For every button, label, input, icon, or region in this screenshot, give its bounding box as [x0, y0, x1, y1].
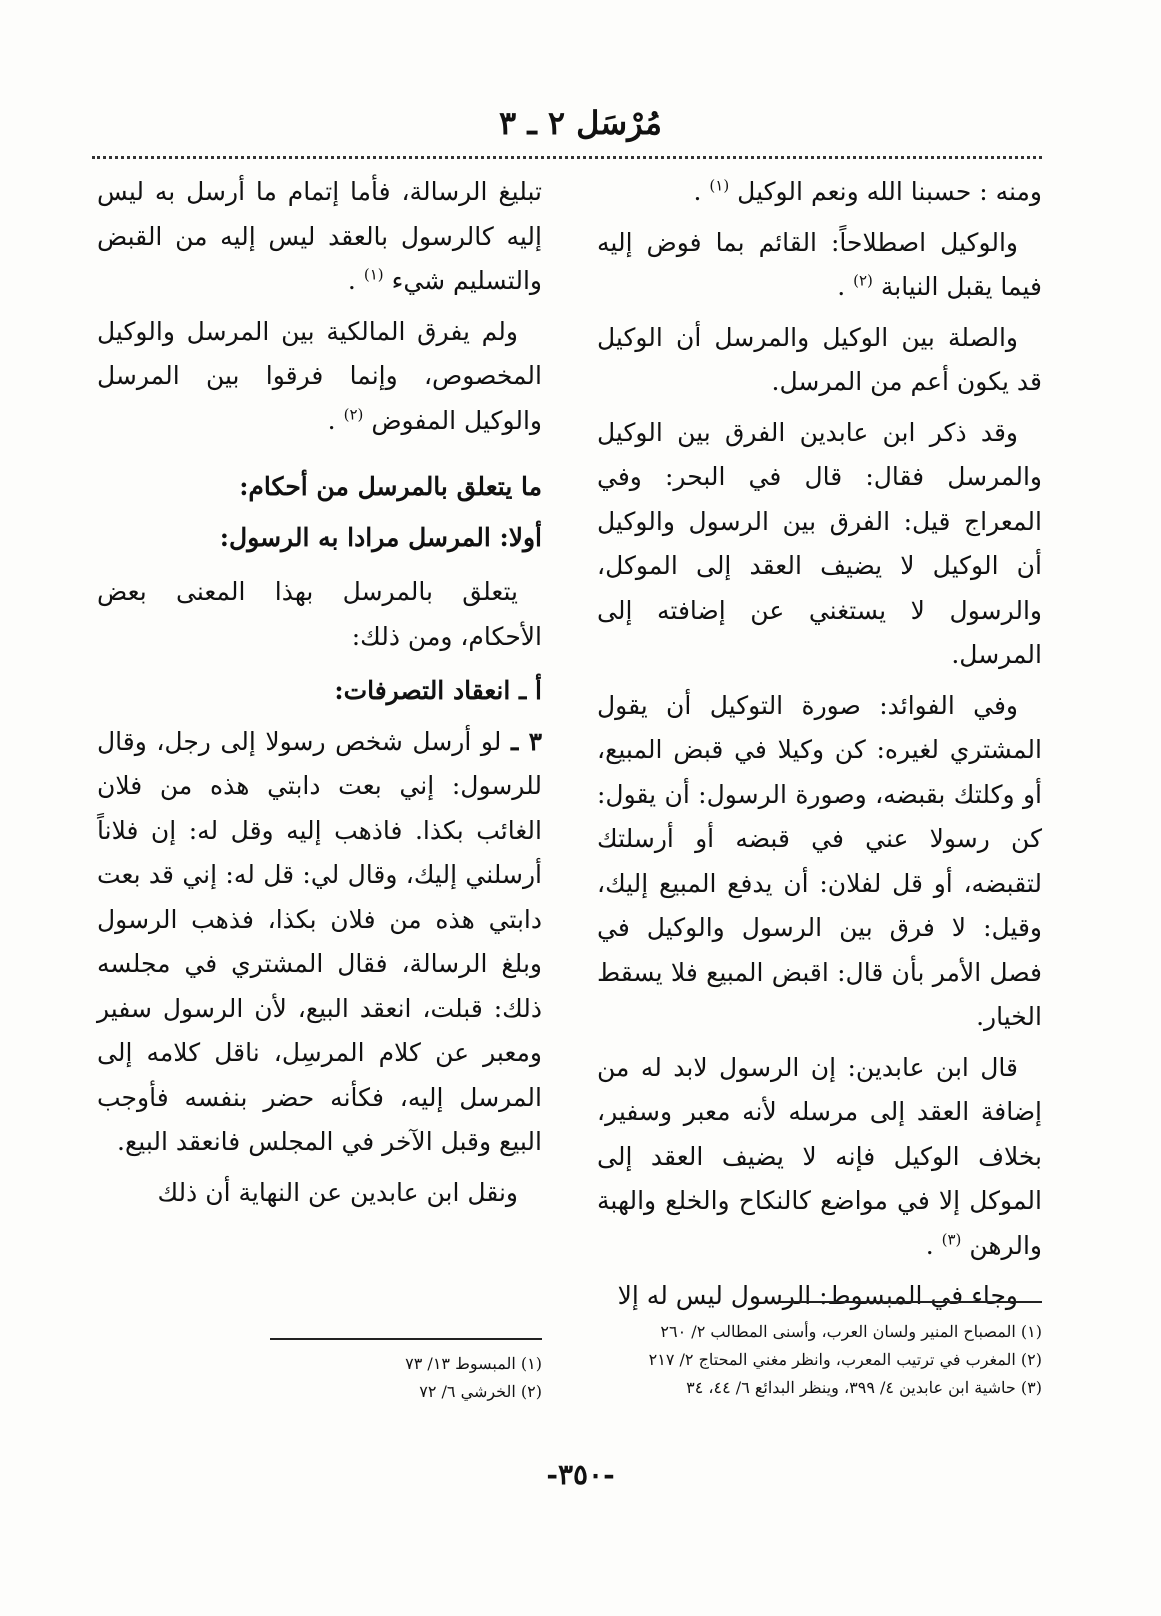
footnote: (١) المبسوط ١٣/ ٧٣	[405, 1354, 542, 1373]
page-number: -٣٥٠-	[546, 1458, 615, 1491]
paragraph: تبليغ الرسالة، فأما إتمام ما أرسل به ليس إليه كالرسول بالعقد ليس إليه من القبض والتسليم شيء $^{(١)}$ .	[97, 177, 542, 295]
paragraph: ٣ ـ لو أرسل شخص رسولا إلى رجل، وقال للرسول: إني بعت دابتي هذه من فلان الغائب بكذا. فاذهب إليه وقل له: إن فلاناً أرسلني إليك، وقال لي: قل له: إني قد بعت دابتي هذه من فلان بكذا، فذهب الرسول وبلغ الرسالة، فقال المشتري في مجلسه ذلك: قبلت، انعقد البيع، لأن الرسول سفير ومعبر عن كلام المرسِل، ناقل كلامه إلى المرسل إليه، فكأنه حضر بنفسه فأوجب البيع وقبل الآخر في المجلس فانعقد البيع.	[97, 726, 543, 1156]
paragraph: يتعلق بالمرسل بهذا المعنى بعض الأحكام، ومن ذلك:	[97, 577, 542, 651]
paragraph: ومنه : حسبنا الله ونعم الوكيل $^{(١)}$ .	[693, 176, 1042, 206]
footnote: (٣) حاشية ابن عابدين ٤/ ٣٩٩، وينظر البدائع ٦/ ٤٤، ٣٤	[686, 1378, 1042, 1397]
paragraph: والوكيل اصطلاحاً: القائم بما فوض إليه فيما يقبل النيابة $^{(٢)}$ .	[597, 227, 1042, 301]
footnote-ref: (١)	[363, 265, 384, 284]
footnote-divider	[270, 1338, 542, 1340]
subsection-heading: أ ـ انعقاد التصرفات:	[334, 676, 542, 705]
footnote: (٢) المغرب في ترتيب المعرب، وانظر مغني المحتاج ٢/ ٢١٧	[648, 1350, 1042, 1369]
header-divider	[92, 156, 1042, 159]
footnotes-left	[290, 1350, 542, 1406]
paragraph: ونقل ابن عابدين عن النهاية أن ذلك	[157, 1177, 518, 1207]
footnote-ref: (٢)	[853, 271, 873, 290]
paragraph: ولم يفرق المالكية بين المرسل والوكيل المخصوص، وإنما فرقوا بين المرسل والوكيل المفوض $^{(٢)}$ .	[97, 316, 542, 435]
footnotes-right	[597, 1318, 1042, 1402]
paragraph: وجاء في المبسوط: الرسول ليس له إلا	[617, 1281, 1018, 1310]
footnote-divider	[780, 1301, 1042, 1303]
footnote-ref: (١)	[709, 176, 730, 195]
paragraph: قال ابن عابدين: إن الرسول لابد له من إضافة العقد إلى مرسله لأنه معبر وسفير، بخلاف الوكيل فإنه لا يضيف العقد إلى الموكل إلا في مواضع كالنكاح والخلع والهبة والرهن $^{(٣)}$ .	[597, 1052, 1042, 1260]
paragraph-number: ٣ ـ	[510, 726, 543, 756]
footnote: (٢) الخرشي ٦/ ٧٢	[419, 1382, 542, 1401]
paragraph: وفي الفوائد: صورة التوكيل أن يقول المشتري لغيره: كن وكيلا في قبض المبيع، أو وكلتك بقبضه، وصورة الرسول: أن يقول: كن رسولا عني في قبضه أو أرسلتك لتقبضه، أو قل لفلان: أن يدفع المبيع إليك، وقيل: لا فرق بين الرسول والوكيل في فصل الأمر بأن قال: اقبض المبيع فلا يسقط الخيار.	[597, 690, 1042, 1031]
footnote: (١) المصباح المنير ولسان العرب، وأسنى المطالب ٢/ ٢٦٠	[660, 1322, 1042, 1341]
section-heading: ما يتعلق بالمرسل من أحكام:	[239, 472, 542, 501]
left-column	[97, 170, 542, 1221]
paragraph: والصلة بين الوكيل والمرسل أن الوكيل قد يكون أعم من المرسل.	[597, 322, 1042, 396]
paragraph: وقد ذكر ابن عابدين الفرق بين الوكيل والمرسل فقال: قال في البحر: وفي المعراج قيل: الفرق بين الرسول والوكيل أن الوكيل لا يضيف العقد إلى الموكل، والرسول لا يستغني عن إضافته إلى المرسل.	[597, 417, 1042, 669]
right-column	[597, 170, 1042, 1325]
footnote-ref: (٢)	[343, 405, 364, 424]
footnote-ref: (٣)	[941, 1230, 962, 1249]
page-title: مُرْسَل ٢ ـ ٣	[498, 104, 662, 142]
subsection-heading: أولا: المرسل مرادا به الرسول:	[219, 522, 542, 552]
